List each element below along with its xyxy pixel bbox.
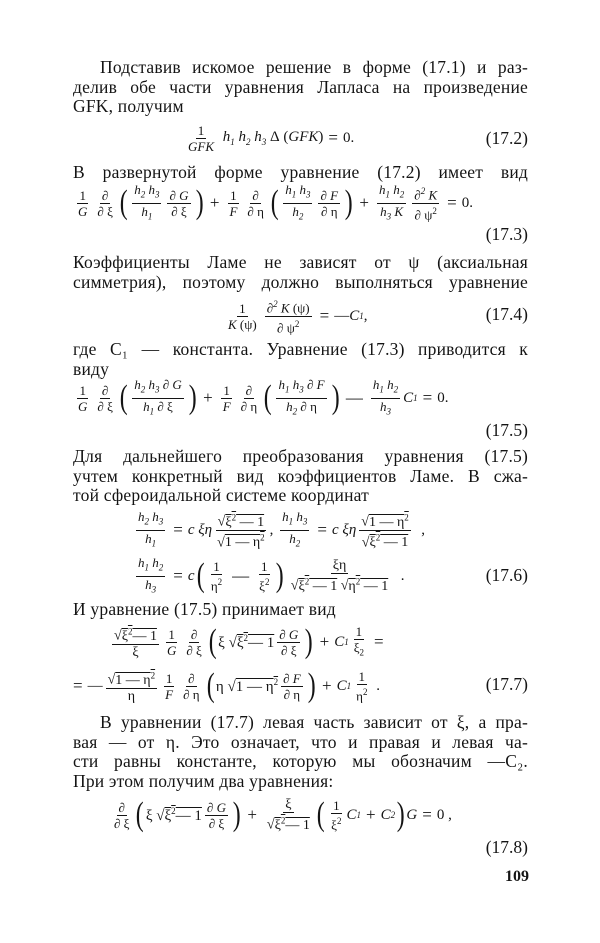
text-line: В развернутой форме уравнение (17.2) имеет вид [73,162,528,182]
equation-17-3: $\frac{1}{G}$ $\frac{\partial}{\partial \xi}$ ( $\frac{h_2 h_3}{h_1}$ $\frac{\partial G}{\partial \xi}$ ) + $\frac{1}{F}$ $\frac{\partial}{\partial \eta}$ ( $\frac{h_1 h_3}{h_2}$ $\frac{\partial F}{\partial \eta}$ ) + $\frac{h_1 h_2}{h_3 K}$ $\frac{\partial^2 K}{\partial \psi^2}$ = 0. (17.3) [78,181,528,244]
equation-number: (17.4) [485,304,528,324]
equation-number: (17.7) [485,674,528,694]
paragraph-4 [73,340,528,379]
text-line: GFK, получим [73,96,184,116]
text-line: Коэффициенты Ламе не зависят от ψ (аксиальная [73,252,528,272]
equation-number: (17.5) [485,420,528,440]
equation-17-6: $\frac{h_2 h_3}{h_1}$ = c ξη $\frac{√\xi^2 — 1}{√1 — \eta^2}$ , $\frac{h_1 h_3}{h_2}$ = c ξη $\frac{√1 — \eta^2}{√\xi^2 — 1}$ , $\frac{h_1 h_2}{h_3}$ = c ( $\frac{1}{\eta^2}$ — $\frac{1}{\xi^2}$ ) $\frac{\xi\eta}{√\xi^2 — 1 √\eta^2 — 1}$ . (17.6) [138,508,528,595]
equation-number: (17.3) [485,224,528,244]
text-line: При этом получим два уравнения: [73,770,334,791]
equation-17-2: $\frac{1}{\text{GFK}}$ $h_1$ $h_2$ $h_3$ Δ (GFK) = 0. (17.2) [188,122,528,154]
equation-17-4: $\frac{1}{K (\psi)}$ $\frac{\partial^2 K (\psi)}{\partial \psi^2}$ = — C 1 , (17.4) [228,299,528,335]
paragraph-3 [73,253,528,292]
text-line: виду [73,358,110,379]
equation-17-5: $\frac{1}{G}$ $\frac{\partial}{\partial \xi}$ ( $\frac{h_2 h_3 \partial G}{h_1 \partial \xi}$ ) + $\frac{1}{F}$ $\frac{\partial}{\partial \eta}$ ( $\frac{h_1 h_3 \partial F}{h_2 \partial \eta}$ ) — $\frac{h_1 h_2}{h_3}$ C 1 = 0. (17.5) [78,376,528,440]
text-line: сти равны константе, которую мы обозначим —C₂. [73,751,528,771]
text-line: В уравнении (17.7) левая часть зависит от ξ, а пра- [100,712,528,732]
text-line: той сфероидальной системе координат [73,485,370,505]
paragraph-1 [73,58,528,117]
text-line: Подставив искомое решение в форме (17.1) и раз- [100,57,528,77]
equation-17-7: $\frac{√\xi^2— 1}{\xi}$ $\frac{1}{G}$ $\frac{\partial}{\partial \xi}$ ( ξ $√\xi^2—$ 1 $\frac{\partial G}{\partial \xi}$ ) + C 1 $\frac{1}{\xi_2}$ = = — $\frac{√1 — \eta^2}{\eta}$ $\frac{1}{F}$ $\frac{\partial}{\partial \eta}$ ( η √1 — $\eta^2$ $\frac{\partial F}{\partial \eta}$ ) + C 1 $\frac{1}{\eta^2}$ . (17.7) [73,623,528,704]
equation-number: (17.2) [485,128,528,148]
equation-number: (17.8) [485,837,528,857]
text-line: вая — от η. Это означает, что и правая и левая ча- [73,731,528,752]
equation-number: (17.6) [485,565,528,585]
paragraph-2 [73,163,528,183]
text-line: симметрия), поэтому должно выполняться уравнение [73,271,528,292]
equation-17-8: $\frac{\partial}{\partial \xi}$ ( ξ $√\xi^2—$ 1 $\frac{\partial G}{\partial \xi}$ ) + $\frac{\xi}{√\xi^2— 1}$ ( $\frac{1}{\xi^2}$ C 1 + C 2 ) G = 0 , (17.8) [114,796,528,857]
text-line: Для дальнейшего преобразования уравнения (17.5) [73,446,528,466]
text-line: И уравнение (17.5) принимает вид [73,599,336,619]
paragraph-5 [73,447,528,506]
paragraph-6 [73,600,528,620]
page-number: 109 [505,868,529,885]
text-line: где C₁ — константа. Уравнение (17.3) приводится к [73,339,528,359]
paragraph-7 [73,713,528,791]
text-line: делив обе части уравнения Лапласа на произведение [73,76,528,97]
text-line: учтем конкретный вид коэффициентов Ламе. В сжа- [73,465,528,486]
